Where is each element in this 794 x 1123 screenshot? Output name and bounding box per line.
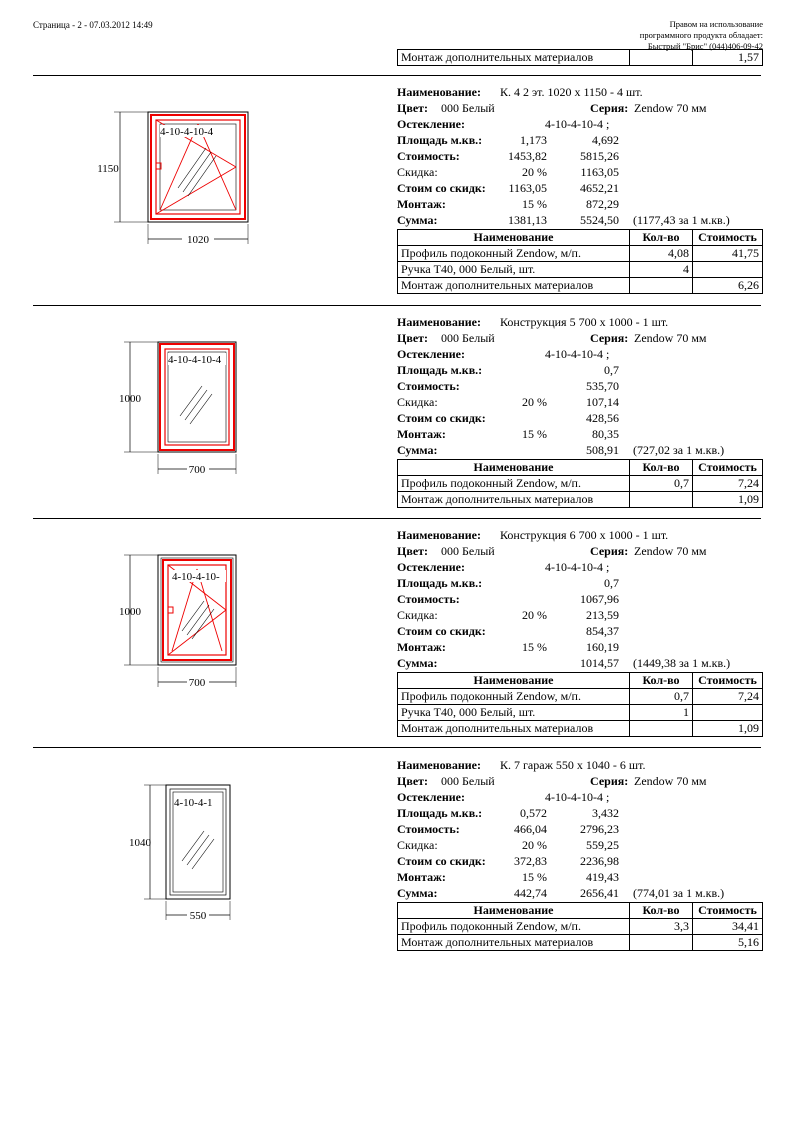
height-label: 1000 [119, 606, 141, 618]
material-qty: 1 [630, 705, 693, 721]
sum-unit: 1381,13 [508, 213, 547, 227]
discount-percent: 20 % [522, 395, 547, 409]
item-glazing: 4-10-4-10-4 ; [545, 347, 610, 361]
install-amount: 419,43 [586, 870, 619, 884]
install-percent: 15 % [522, 197, 547, 211]
material-name: Монтаж дополнительных материалов [398, 721, 630, 737]
window-2-svg [100, 328, 260, 478]
item-glazing: 4-10-4-10-4 ; [545, 790, 610, 804]
label-area: Площадь м.кв.: [397, 363, 483, 377]
label-cost: Стоимость: [397, 592, 460, 606]
discount-amount: 213,59 [586, 608, 619, 622]
label-discount: Скидка: [397, 395, 438, 409]
table-row [398, 476, 763, 492]
col-cost-header: Стоимость [693, 230, 763, 246]
cost-total: 5815,26 [580, 149, 619, 163]
material-qty [630, 721, 693, 737]
material-cost: 5,16 [693, 935, 763, 951]
material-name: Ручка Т40, 000 Белый, шт. [398, 705, 630, 721]
window-drawing [100, 773, 260, 923]
label-glazing: Остекление: [397, 790, 466, 804]
install-amount: 160,19 [586, 640, 619, 654]
col-cost-header: Стоимость [693, 673, 763, 689]
window-4-svg [100, 773, 260, 923]
page-label: Страница - 2 - 07.03.2012 14:49 [33, 20, 153, 30]
material-name: Профиль подоконный Zendow, м/п. [398, 476, 630, 492]
item-color: 000 Белый [441, 544, 495, 558]
label-name: Наименование: [397, 315, 481, 329]
col-cost-header: Стоимость [693, 903, 763, 919]
material-cost [693, 262, 763, 278]
material-cost: 7,24 [693, 476, 763, 492]
material-name: Профиль подоконный Zendow, м/п. [398, 689, 630, 705]
col-qty-header: Кол-во [630, 673, 693, 689]
label-cost: Стоимость: [397, 379, 460, 393]
label-discounted: Стоим со скидк: [397, 411, 486, 425]
rights-line-2: программного продукта обладает: [639, 30, 763, 40]
area-total: 3,432 [592, 806, 619, 820]
label-cost: Стоимость: [397, 822, 460, 836]
width-label: 1020 [187, 234, 209, 246]
table-row [398, 919, 763, 935]
label-glazing: Остекление: [397, 117, 466, 131]
label-series: Серия: [590, 331, 629, 345]
material-qty [630, 935, 693, 951]
label-sum: Сумма: [397, 656, 438, 670]
sum-per-m2: (774,01 за 1 м.кв.) [633, 886, 725, 900]
table-row [398, 50, 763, 66]
material-qty [630, 278, 693, 294]
item-series: Zendow 70 мм [634, 331, 707, 345]
discount-amount: 1163,05 [580, 165, 619, 179]
item-info [397, 314, 763, 508]
label-series: Серия: [590, 101, 629, 115]
label-glazing: Остекление: [397, 347, 466, 361]
label-discount: Скидка: [397, 608, 438, 622]
label-color: Цвет: [397, 331, 429, 345]
material-qty: 0,7 [630, 476, 693, 492]
area-total: 0,7 [604, 363, 619, 377]
item-title: К. 7 гараж 550 x 1040 - 6 шт. [500, 758, 646, 772]
table-row [398, 935, 763, 951]
discount-percent: 20 % [522, 838, 547, 852]
item-glazing: 4-10-4-10-4 ; [545, 560, 610, 574]
label-area: Площадь м.кв.: [397, 133, 483, 147]
table-header-row [398, 230, 763, 246]
cost-total: 2796,23 [580, 822, 619, 836]
window-3-svg [100, 541, 260, 691]
sum-total: 5524,50 [580, 213, 619, 227]
item-series: Zendow 70 мм [634, 101, 707, 115]
col-name-header: Наименование [398, 460, 630, 476]
label-color: Цвет: [397, 101, 429, 115]
col-name-header: Наименование [398, 230, 630, 246]
discount-amount: 559,25 [586, 838, 619, 852]
item-series: Zendow 70 мм [634, 774, 707, 788]
rights-line-3: Быстрый "Брис" (044)406-09-42 [647, 41, 763, 51]
separator [33, 305, 761, 306]
area-total: 0,7 [604, 576, 619, 590]
materials-table [397, 459, 763, 508]
item-info [397, 757, 763, 951]
material-cost: 1,09 [693, 492, 763, 508]
sum-total: 508,91 [586, 443, 619, 457]
materials-table [397, 672, 763, 737]
material-name: Монтаж дополнительных материалов [398, 278, 630, 294]
width-label: 700 [188, 677, 206, 689]
width-label: 700 [188, 464, 206, 476]
cost-unit: 1453,82 [508, 149, 547, 163]
previous-item-materials-tail [397, 49, 763, 66]
table-header-row [398, 460, 763, 476]
col-qty-header: Кол-во [630, 903, 693, 919]
label-name: Наименование: [397, 85, 481, 99]
label-install: Монтаж: [397, 640, 446, 654]
label-discounted: Стоим со скидк: [397, 624, 486, 638]
discounted-total: 854,37 [586, 624, 619, 638]
item-title: К. 4 2 эт. 1020 x 1150 - 4 шт. [500, 85, 643, 99]
install-percent: 15 % [522, 427, 547, 441]
material-cost: 7,24 [693, 689, 763, 705]
area-total: 4,692 [592, 133, 619, 147]
label-color: Цвет: [397, 544, 429, 558]
sum-per-m2: (1177,43 за 1 м.кв.) [633, 213, 730, 227]
table-row [398, 689, 763, 705]
label-discount: Скидка: [397, 838, 438, 852]
separator [33, 747, 761, 748]
table-row [398, 278, 763, 294]
table-row [398, 721, 763, 737]
col-cost-header: Стоимость [693, 460, 763, 476]
material-name: Профиль подоконный Zendow, м/п. [398, 246, 630, 262]
table-row [398, 705, 763, 721]
glass-label: 4-10-4-10-4 [160, 126, 214, 138]
label-color: Цвет: [397, 774, 429, 788]
width-label: 550 [189, 910, 207, 922]
materials-table [397, 902, 763, 951]
sum-unit: 442,74 [514, 886, 547, 900]
table-row [398, 492, 763, 508]
window-drawing [100, 541, 260, 691]
label-install: Монтаж: [397, 427, 446, 441]
col-qty-header: Кол-во [630, 460, 693, 476]
sum-per-m2: (727,02 за 1 м.кв.) [633, 443, 725, 457]
separator [33, 518, 761, 519]
discounted-total: 428,56 [586, 411, 619, 425]
label-sum: Сумма: [397, 213, 438, 227]
material-cost: 6,26 [693, 278, 763, 294]
material-cost: 41,75 [693, 246, 763, 262]
material-cost: 34,41 [693, 919, 763, 935]
window-drawing [97, 98, 260, 248]
label-series: Серия: [590, 544, 629, 558]
discount-percent: 20 % [522, 165, 547, 179]
label-series: Серия: [590, 774, 629, 788]
cost-total: 1067,96 [580, 592, 619, 606]
discount-amount: 107,14 [586, 395, 619, 409]
col-name-header: Наименование [398, 673, 630, 689]
sum-total: 2656,41 [580, 886, 619, 900]
discount-percent: 20 % [522, 608, 547, 622]
cost-unit: 466,04 [514, 822, 547, 836]
install-amount: 872,29 [586, 197, 619, 211]
label-discount: Скидка: [397, 165, 438, 179]
label-install: Монтаж: [397, 870, 446, 884]
material-qty [630, 50, 693, 66]
discounted-unit: 372,83 [514, 854, 547, 868]
material-name: Ручка Т40, 000 Белый, шт. [398, 262, 630, 278]
material-cost: 1,09 [693, 721, 763, 737]
item-color: 000 Белый [441, 101, 495, 115]
item-glazing: 4-10-4-10-4 ; [545, 117, 610, 131]
material-name: Монтаж дополнительных материалов [398, 492, 630, 508]
material-qty: 0,7 [630, 689, 693, 705]
col-name-header: Наименование [398, 903, 630, 919]
height-label: 1150 [97, 163, 119, 175]
separator [33, 75, 761, 76]
discounted-total: 4652,21 [580, 181, 619, 195]
item-series: Zendow 70 мм [634, 544, 707, 558]
glass-label: 4-10-4-10- [172, 571, 220, 583]
material-qty: 4 [630, 262, 693, 278]
label-cost: Стоимость: [397, 149, 460, 163]
material-name: Монтаж дополнительных материалов [398, 935, 630, 951]
table-row [398, 246, 763, 262]
install-percent: 15 % [522, 640, 547, 654]
height-label: 1000 [119, 393, 141, 405]
rights-notice [640, 19, 763, 52]
material-name: Профиль подоконный Zendow, м/п. [398, 919, 630, 935]
item-title: Конструкция 6 700 x 1000 - 1 шт. [500, 528, 669, 542]
label-name: Наименование: [397, 528, 481, 542]
label-name: Наименование: [397, 758, 481, 772]
discounted-total: 2236,98 [580, 854, 619, 868]
sum-per-m2: (1449,38 за 1 м.кв.) [633, 656, 731, 670]
material-qty: 4,08 [630, 246, 693, 262]
material-cost [693, 705, 763, 721]
label-sum: Сумма: [397, 886, 438, 900]
install-amount: 80,35 [592, 427, 619, 441]
table-header-row [398, 673, 763, 689]
material-name: Монтаж дополнительных материалов [398, 50, 630, 66]
label-area: Площадь м.кв.: [397, 576, 483, 590]
rights-line-1: Правом на использование [669, 19, 763, 29]
height-label: 1040 [129, 837, 151, 849]
glass-label: 4-10-4-10-4 [168, 354, 222, 366]
material-qty [630, 492, 693, 508]
area-unit: 0,572 [520, 806, 547, 820]
label-sum: Сумма: [397, 443, 438, 457]
area-unit: 1,173 [520, 133, 547, 147]
label-discounted: Стоим со скидк: [397, 854, 486, 868]
window-1-svg [97, 98, 260, 248]
item-info [397, 84, 763, 294]
table-row [398, 262, 763, 278]
window-drawing [100, 328, 260, 478]
sum-total: 1014,57 [580, 656, 619, 670]
discounted-unit: 1163,05 [508, 181, 547, 195]
material-cost: 1,57 [693, 50, 763, 66]
label-glazing: Остекление: [397, 560, 466, 574]
label-area: Площадь м.кв.: [397, 806, 483, 820]
label-install: Монтаж: [397, 197, 446, 211]
col-qty-header: Кол-во [630, 230, 693, 246]
table-header-row [398, 903, 763, 919]
materials-table [397, 229, 763, 294]
item-color: 000 Белый [441, 774, 495, 788]
label-discounted: Стоим со скидк: [397, 181, 486, 195]
install-percent: 15 % [522, 870, 547, 884]
glass-label: 4-10-4-1 [174, 797, 213, 809]
material-qty: 3,3 [630, 919, 693, 935]
item-title: Конструкция 5 700 x 1000 - 1 шт. [500, 315, 669, 329]
cost-total: 535,70 [586, 379, 619, 393]
item-info [397, 527, 763, 737]
item-color: 000 Белый [441, 331, 495, 345]
